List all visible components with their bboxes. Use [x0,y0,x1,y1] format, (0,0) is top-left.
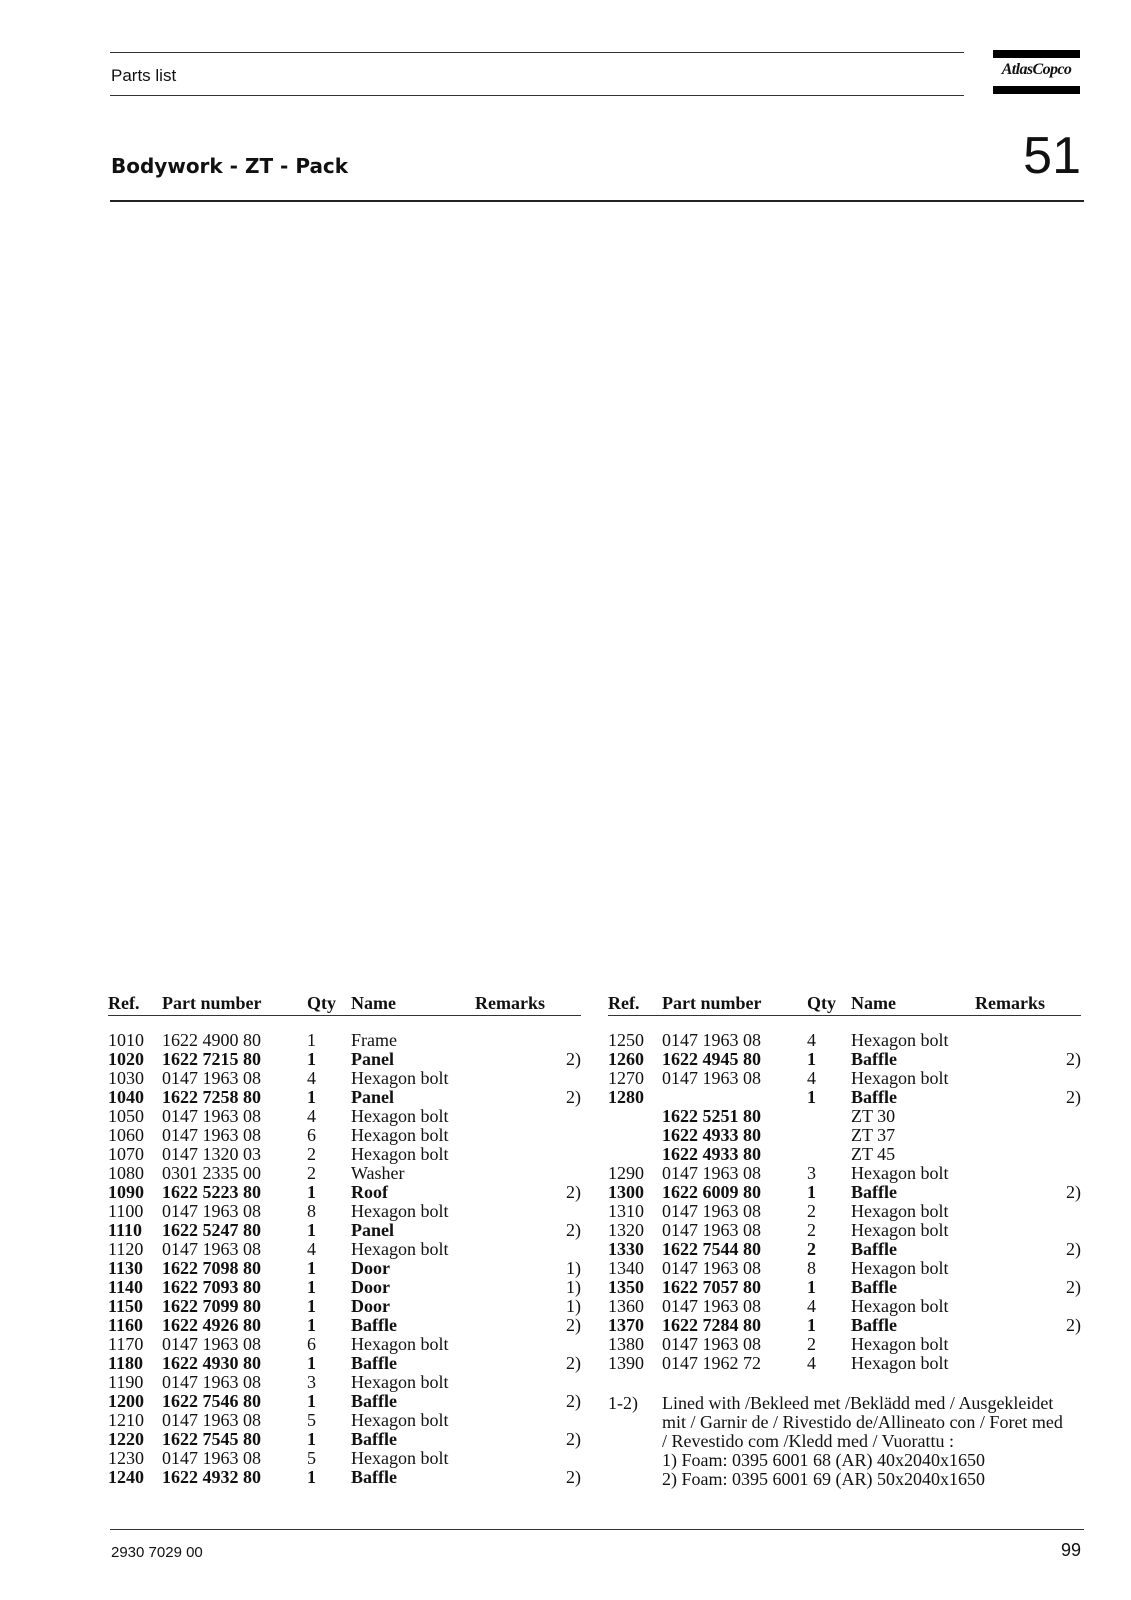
cell-part-number: 0147 1963 08 [162,1068,261,1088]
cell-part-number: 0147 1963 08 [662,1220,761,1240]
cell-part-number: 0147 1963 08 [162,1334,261,1354]
table-row [108,1297,581,1316]
cell-remarks: 2) [1066,1239,1081,1259]
cell-ref: 1160 [108,1315,144,1335]
cell-name: Panel [351,1087,394,1107]
cell-remarks: 1) [566,1296,581,1316]
cell-remarks: 2) [566,1391,581,1411]
cell-part-number: 0147 1962 72 [662,1353,761,1373]
cell-part-number: 0147 1963 08 [162,1372,261,1392]
notes-line: Lined with /Bekleed met /Beklädd med / Ausgekleidet [662,1393,1054,1413]
cell-part-number: 1622 7545 80 [162,1429,261,1449]
table-row [108,1335,581,1354]
cell-qty: 1 [807,1087,816,1107]
table-row [108,1430,581,1449]
table-row [608,1316,1081,1335]
cell-qty: 1 [307,1030,316,1050]
cell-part-number: 1622 4933 80 [662,1144,761,1164]
table-body [608,1031,1081,1373]
cell-part-number: 1622 7098 80 [162,1258,261,1278]
cell-ref: 1230 [108,1448,144,1468]
cell-qty: 4 [307,1068,316,1088]
cell-qty: 2 [307,1144,316,1164]
cell-qty: 1 [307,1429,316,1449]
cell-name: Frame [351,1030,397,1050]
cell-name: Panel [351,1220,394,1240]
cell-part-number: 0147 1963 08 [162,1448,261,1468]
page-number: 99 [1060,1540,1081,1560]
cell-qty: 4 [307,1106,316,1126]
cell-remarks: 2) [1066,1182,1081,1202]
cell-part-number: 1622 6009 80 [662,1182,761,1202]
table-row [608,1069,1081,1088]
column-header-name: Name [851,993,896,1013]
cell-qty: 1 [307,1391,316,1411]
atlas-copco-logo [993,50,1080,94]
cell-remarks: 1) [566,1258,581,1278]
cell-name: Hexagon bolt [851,1258,949,1278]
cell-name: Baffle [851,1182,897,1202]
cell-part-number: 0147 1963 08 [662,1163,761,1183]
cell-name: Hexagon bolt [351,1125,449,1145]
table-header [108,993,581,1016]
cell-part-number: 0147 1963 08 [662,1334,761,1354]
cell-name: Hexagon bolt [351,1106,449,1126]
cell-name: Baffle [351,1467,397,1487]
table-row [108,1069,581,1088]
cell-remarks: 2) [1066,1315,1081,1335]
cell-qty: 4 [307,1239,316,1259]
cell-ref: 1080 [108,1163,144,1183]
table-row [608,1335,1081,1354]
notes-ref: 1-2) [608,1393,638,1413]
cell-ref: 1040 [108,1087,144,1107]
column-header-remarks: Remarks [475,993,545,1013]
column-header-ref: Ref. [608,993,640,1013]
parts-table-left [108,993,581,1487]
cell-name: Baffle [351,1429,397,1449]
cell-qty: 6 [307,1334,316,1354]
cell-qty: 2 [307,1163,316,1183]
cell-part-number: 1622 4933 80 [662,1125,761,1145]
cell-ref: 1370 [608,1315,644,1335]
cell-ref: 1320 [608,1220,644,1240]
table-row [108,1278,581,1297]
cell-qty: 1 [307,1315,316,1335]
cell-ref: 1300 [608,1182,644,1202]
cell-name: Roof [351,1182,388,1202]
cell-part-number: 1622 7057 80 [662,1277,761,1297]
cell-ref: 1280 [608,1087,644,1107]
table-row [608,1183,1081,1202]
cell-name: Hexagon bolt [851,1296,949,1316]
cell-part-number: 0147 1963 08 [662,1258,761,1278]
cell-part-number: 0147 1320 03 [162,1144,261,1164]
table-row [608,1297,1081,1316]
table-row [608,1031,1081,1050]
cell-part-number: 0147 1963 08 [662,1068,761,1088]
notes-text [662,1394,1084,1489]
cell-name: Hexagon bolt [351,1448,449,1468]
cell-name: Door [351,1296,390,1316]
cell-name: ZT 30 [851,1106,896,1126]
cell-name: Hexagon bolt [351,1068,449,1088]
header-bottom-rule [110,95,964,96]
cell-qty: 1 [807,1049,816,1069]
cell-name: Hexagon bolt [851,1163,949,1183]
cell-qty: 2 [807,1239,816,1259]
cell-remarks: 2) [1066,1277,1081,1297]
cell-ref: 1310 [608,1201,644,1221]
cell-ref: 1020 [108,1049,144,1069]
cell-ref: 1380 [608,1334,644,1354]
cell-part-number: 0147 1963 08 [162,1201,261,1221]
cell-qty: 6 [307,1125,316,1145]
cell-qty: 3 [307,1372,316,1392]
notes-line: 2) Foam: 0395 6001 69 (AR) 50x2040x1650 [662,1469,985,1489]
cell-qty: 1 [307,1182,316,1202]
cell-qty: 1 [807,1182,816,1202]
cell-ref: 1220 [108,1429,144,1449]
cell-remarks: 2) [566,1182,581,1202]
cell-qty: 5 [307,1448,316,1468]
cell-remarks: 2) [566,1315,581,1335]
cell-name: Baffle [851,1315,897,1335]
cell-remarks: 2) [566,1429,581,1449]
column-header-remarks: Remarks [975,993,1045,1013]
section-number: 51 [1023,127,1081,185]
table-row [108,1164,581,1183]
cell-name: Washer [351,1163,405,1183]
document-number: 2930 7029 00 [111,1544,203,1561]
cell-name: Panel [351,1049,394,1069]
cell-ref: 1350 [608,1277,644,1297]
table-row [608,1202,1081,1221]
footer-rule [110,1529,1084,1530]
cell-name: Hexagon bolt [351,1201,449,1221]
logo-top-bar [993,50,1080,58]
table-row [108,1468,581,1487]
cell-part-number: 1622 4945 80 [662,1049,761,1069]
cell-ref: 1360 [608,1296,644,1316]
table-row [108,1259,581,1278]
cell-qty: 4 [807,1068,816,1088]
table-row [608,1107,1081,1126]
cell-qty: 2 [807,1201,816,1221]
cell-part-number: 0301 2335 00 [162,1163,261,1183]
logo-bottom-bar [993,86,1080,94]
table-header [608,993,1081,1016]
cell-name: Baffle [851,1277,897,1297]
table-row [108,1126,581,1145]
column-header-part-number: Part number [662,993,762,1013]
cell-ref: 1190 [108,1372,144,1392]
table-row [608,1259,1081,1278]
cell-name: Hexagon bolt [851,1068,949,1088]
cell-ref: 1250 [608,1030,644,1050]
cell-ref: 1170 [108,1334,144,1354]
table-row [608,1354,1081,1373]
cell-name: Hexagon bolt [851,1220,949,1240]
section-title: Bodywork - ZT - Pack [111,154,349,178]
notes-line: / Revestido com /Kledd med / Vuorattu : [662,1431,955,1451]
cell-name: Baffle [351,1315,397,1335]
cell-remarks: 2) [566,1220,581,1240]
cell-ref: 1060 [108,1125,144,1145]
cell-name: Hexagon bolt [851,1353,949,1373]
cell-part-number: 0147 1963 08 [662,1030,761,1050]
cell-remarks: 2) [1066,1049,1081,1069]
table-row [608,1145,1081,1164]
cell-name: Hexagon bolt [851,1030,949,1050]
table-row [108,1202,581,1221]
cell-qty: 8 [307,1201,316,1221]
cell-ref: 1200 [108,1391,144,1411]
title-rule [110,200,1084,202]
table-row [608,1088,1081,1107]
cell-name: Hexagon bolt [351,1334,449,1354]
cell-name: Hexagon bolt [851,1334,949,1354]
cell-ref: 1050 [108,1106,144,1126]
cell-part-number: 1622 7099 80 [162,1296,261,1316]
cell-name: Hexagon bolt [851,1201,949,1221]
table-row [108,1145,581,1164]
cell-name: Baffle [851,1087,897,1107]
drawing-area [110,215,1084,975]
column-header-qty: Qty [807,993,836,1013]
cell-remarks: 2) [566,1353,581,1373]
cell-qty: 1 [307,1087,316,1107]
cell-ref: 1390 [608,1353,644,1373]
cell-name: ZT 37 [851,1125,896,1145]
cell-ref: 1260 [608,1049,644,1069]
table-row [108,1221,581,1240]
cell-part-number: 1622 7258 80 [162,1087,261,1107]
table-row [108,1240,581,1259]
column-header-name: Name [351,993,396,1013]
cell-name: Baffle [351,1391,397,1411]
notes-line: mit / Garnir de / Rivestido de/Allineato con / Foret med [662,1412,1063,1432]
cell-part-number: 1622 7284 80 [662,1315,761,1335]
cell-remarks: 2) [566,1087,581,1107]
cell-ref: 1180 [108,1353,144,1373]
cell-qty: 1 [307,1353,316,1373]
cell-part-number: 1622 4930 80 [162,1353,261,1373]
cell-part-number: 1622 7093 80 [162,1277,261,1297]
column-header-qty: Qty [307,993,336,1013]
cell-part-number: 1622 7546 80 [162,1391,261,1411]
header-top-rule [110,52,964,53]
cell-ref: 1340 [608,1258,644,1278]
table-row [108,1392,581,1411]
cell-ref: 1240 [108,1467,144,1487]
cell-part-number: 0147 1963 08 [162,1410,261,1430]
table-row [108,1107,581,1126]
cell-remarks: 2) [566,1467,581,1487]
cell-name: ZT 45 [851,1144,896,1164]
table-row [108,1373,581,1392]
cell-qty: 2 [807,1220,816,1240]
cell-name: Hexagon bolt [351,1144,449,1164]
cell-part-number: 1622 5251 80 [662,1106,761,1126]
table-body [108,1031,581,1487]
table-row [108,1031,581,1050]
cell-name: Baffle [851,1239,897,1259]
cell-ref: 1030 [108,1068,144,1088]
table-row [608,1240,1081,1259]
column-header-part-number: Part number [162,993,262,1013]
table-row [108,1050,581,1069]
cell-qty: 4 [807,1353,816,1373]
table-row [108,1316,581,1335]
cell-part-number: 0147 1963 08 [162,1125,261,1145]
cell-ref: 1290 [608,1163,644,1183]
cell-name: Baffle [351,1353,397,1373]
table-row [108,1449,581,1468]
cell-ref: 1010 [108,1030,144,1050]
cell-qty: 1 [307,1220,316,1240]
cell-ref: 1130 [108,1258,144,1278]
table-row [108,1088,581,1107]
cell-part-number: 1622 7215 80 [162,1049,261,1069]
column-header-ref: Ref. [108,993,140,1013]
cell-ref: 1270 [608,1068,644,1088]
cell-qty: 4 [807,1296,816,1316]
cell-qty: 1 [307,1296,316,1316]
cell-qty: 1 [307,1277,316,1297]
cell-qty: 1 [307,1467,316,1487]
cell-ref: 1110 [108,1220,143,1240]
cell-qty: 8 [807,1258,816,1278]
table-row [108,1411,581,1430]
cell-ref: 1140 [108,1277,144,1297]
cell-qty: 4 [807,1030,816,1050]
cell-qty: 1 [807,1315,816,1335]
cell-part-number: 1622 4926 80 [162,1315,261,1335]
cell-ref: 1070 [108,1144,144,1164]
cell-part-number: 0147 1963 08 [162,1106,261,1126]
cell-qty: 3 [807,1163,816,1183]
cell-name: Door [351,1277,390,1297]
header-title: Parts list [111,66,177,85]
cell-ref: 1150 [108,1296,144,1316]
notes-line: 1) Foam: 0395 6001 68 (AR) 40x2040x1650 [662,1450,985,1470]
cell-part-number: 0147 1963 08 [662,1201,761,1221]
cell-ref: 1100 [108,1201,144,1221]
cell-name: Hexagon bolt [351,1239,449,1259]
cell-part-number: 1622 5247 80 [162,1220,261,1240]
table-row [108,1183,581,1202]
table-row [608,1126,1081,1145]
cell-part-number: 1622 5223 80 [162,1182,261,1202]
cell-name: Hexagon bolt [351,1372,449,1392]
cell-qty: 1 [807,1277,816,1297]
cell-part-number: 0147 1963 08 [162,1239,261,1259]
cell-name: Door [351,1258,390,1278]
cell-part-number: 0147 1963 08 [662,1296,761,1316]
cell-remarks: 1) [566,1277,581,1297]
cell-ref: 1330 [608,1239,644,1259]
cell-part-number: 1622 7544 80 [662,1239,761,1259]
table-row [608,1050,1081,1069]
cell-remarks: 2) [566,1049,581,1069]
table-row [608,1278,1081,1297]
cell-qty: 1 [307,1049,316,1069]
cell-qty: 2 [807,1334,816,1354]
logo-wordmark: AtlasCopco [1001,61,1072,78]
table-row [608,1164,1081,1183]
cell-qty: 1 [307,1258,316,1278]
cell-part-number: 1622 4900 80 [162,1030,261,1050]
parts-table-right [608,993,1081,1373]
table-row [108,1354,581,1373]
cell-name: Baffle [851,1049,897,1069]
cell-remarks: 2) [1066,1087,1081,1107]
cell-ref: 1090 [108,1182,144,1202]
cell-ref: 1120 [108,1239,144,1259]
cell-part-number: 1622 4932 80 [162,1467,261,1487]
cell-name: Hexagon bolt [351,1410,449,1430]
cell-ref: 1210 [108,1410,144,1430]
table-row [608,1221,1081,1240]
cell-qty: 5 [307,1410,316,1430]
